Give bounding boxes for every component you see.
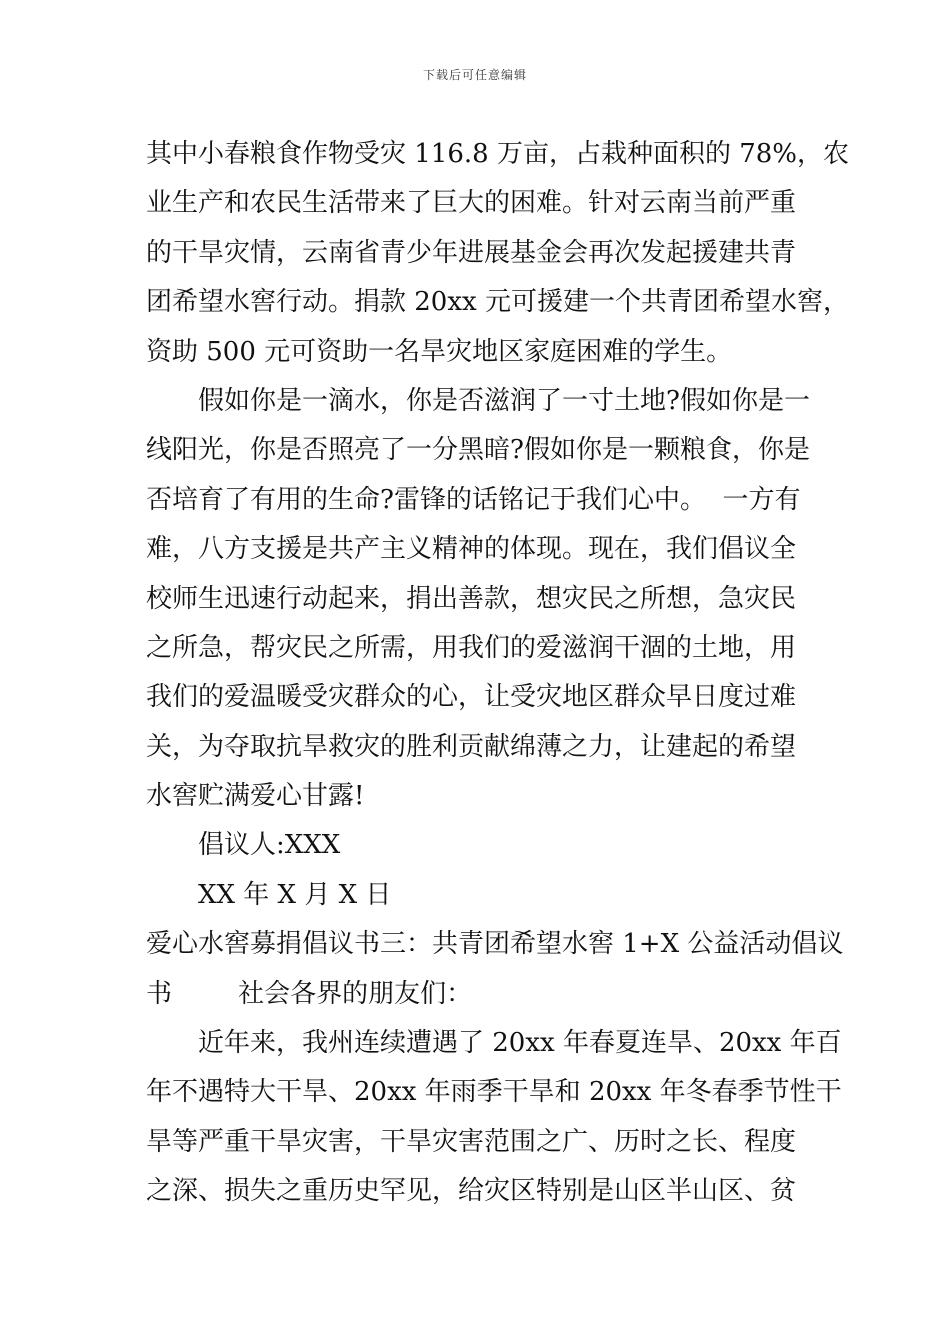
text-line: 难，八方支援是共产主义精神的体现。现在，我们倡议全 <box>146 534 797 565</box>
paragraph-start-line: 近年来，我州连续遭遇了 20xx 年春夏连旱、20xx 年百 <box>198 1028 842 1059</box>
text-line: 之深、损失之重历史罕见，给灾区特别是山区半山区、贫 <box>146 1176 797 1207</box>
text-line: 关，为夺取抗旱救灾的胜利贡献绵薄之力，让建起的希望 <box>146 731 797 762</box>
text-line: 业生产和农民生活带来了巨大的困难。针对云南当前严重 <box>146 188 797 219</box>
paragraph-start-line: 假如你是一滴水，你是否滋润了一寸土地?假如你是一 <box>198 385 810 416</box>
section-title-line: 书 社会各界的朋友们： <box>146 978 473 1009</box>
text-line: 团希望水窖行动。捐款 20xx 元可援建一个共青团希望水窖， <box>146 287 849 318</box>
page-header-note: 下载后可任意编辑 <box>422 68 527 82</box>
date-line: XX 年 X 月 X 日 <box>198 879 392 910</box>
text-line: 校师生迅速行动起来，捐出善款，想灾民之所想，急灾民 <box>146 583 797 614</box>
text-line: 之所急，帮灾民之所需，用我们的爱滋润干涸的土地，用 <box>146 632 797 663</box>
text-line: 否培育了有用的生命?雷锋的话铭记于我们心中。 一方有 <box>146 484 801 515</box>
text-line: 其中小春粮食作物受灾 116.8 万亩，占栽种面积的 78%，农 <box>146 139 850 169</box>
text-line: 水窖贮满爱心甘露! <box>146 781 365 812</box>
text-line: 我们的爱温暖受灾群众的心，让受灾地区群众早日度过难 <box>146 682 797 713</box>
section-title-line: 爱心水窖募捐倡议书三：共青团希望水窖 1+X 公益活动倡议 <box>146 929 844 960</box>
document-body <box>146 130 850 1217</box>
text-line: 的干旱灾情，云南省青少年进展基金会再次发起援建共青 <box>146 237 797 268</box>
text-line: 线阳光，你是否照亮了一分黑暗?假如你是一颗粮食，你是 <box>146 435 810 466</box>
text-line: 旱等严重干旱灾害，干旱灾害范围之广、历时之长、程度 <box>146 1126 797 1157</box>
signature-line: 倡议人:XXX <box>198 830 341 861</box>
text-line: 年不遇特大干旱、20xx 年雨季干旱和 20xx 年冬春季节性干 <box>146 1077 842 1108</box>
text-line: 资助 500 元可资助一名旱灾地区家庭困难的学生。 <box>146 336 733 367</box>
